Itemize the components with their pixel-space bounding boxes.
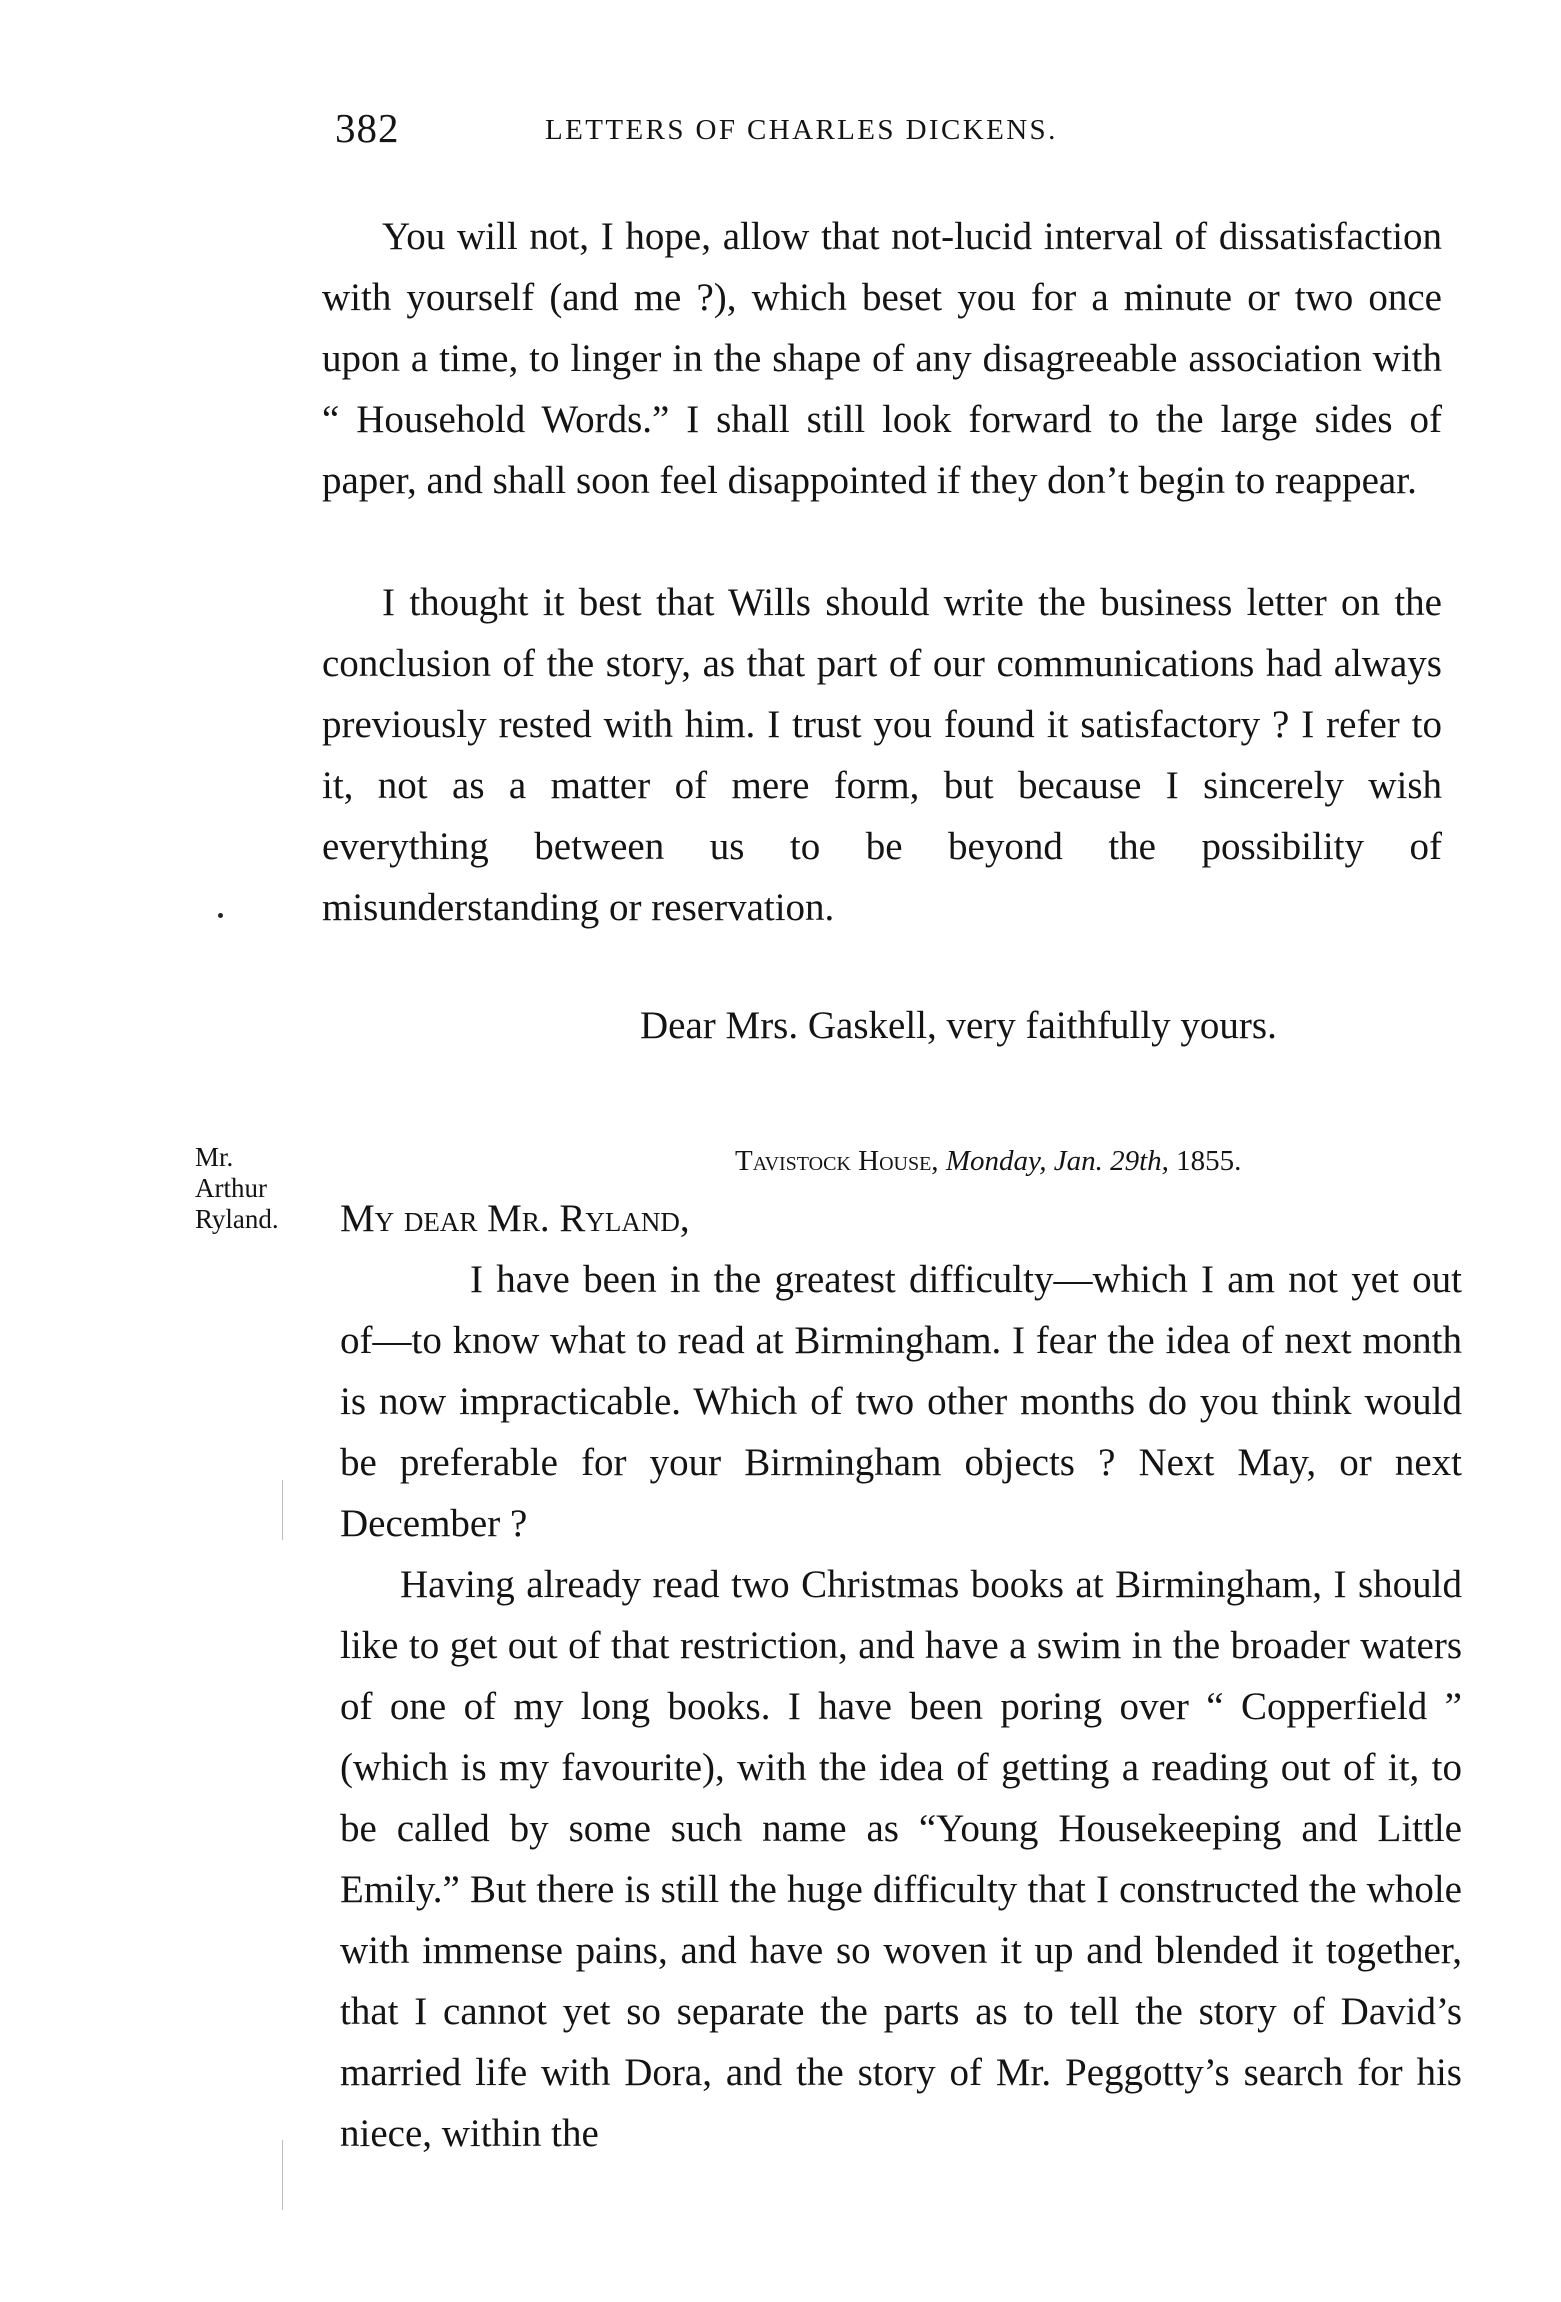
letter1-closing: Dear Mrs. Gaskell, very faithfully yours. [640, 1004, 1277, 1047]
dateline-day: Monday, Jan. 29th, [945, 1145, 1169, 1177]
scan-artifact-line [282, 1480, 283, 1540]
scan-artifact-line [282, 2140, 283, 2210]
running-title: LETTERS OF CHARLES DICKENS. [545, 114, 1058, 146]
page-number: 382 [335, 105, 400, 151]
letter1-paragraph-1: You will not, I hope, allow that not-lucid interval of dissatisfaction with yourself (and me ?), which beset you for a minute or two once upon a time, to linger in the shape of any disagreeable association with “ Household Words.” I shall still look forward to the large sides of paper, and shall soon feel disappointed if they don’t begin to reappear. [322, 215, 1442, 502]
letter2-salutation: My dear Mr. Ryland, [340, 1197, 690, 1240]
margin-note-recipient [195, 1142, 325, 1235]
letter2-paragraph-2: Having already read two Christmas books at Birmingham, I should like to get out of that restriction, and have a swim in the broader waters of one of my long books. I have been poring over “ Copperfield ” (which is my favourite), with the idea of getting a reading out of it, to be called by some such name as “Young Housekeeping and Little Emily.” But there is still the huge difficulty that I constructed the whole with immense pains, and have so woven it up and blended it together, that I cannot yet so separate the parts as to tell the story of David’s married life with Dora, and the story of Mr. Peggotty’s search for his niece, within the [340, 1563, 1462, 2155]
margin-note-line-3: Ryland. [195, 1204, 279, 1234]
dateline-place: Tavistock House, [735, 1145, 939, 1177]
dateline-year: 1855. [1176, 1145, 1242, 1177]
letter2-paragraph-1: I have been in the greatest difficulty—which I am not yet out of—to know what to read at Birmingham. I fear the idea of next month is now impracticable. Which of two other months do you think would be preferable for your Birmingham objects ? Next May, or next December ? [340, 1258, 1462, 1545]
margin-note-line-1: Mr. [195, 1142, 234, 1172]
letter1-paragraph-2: I thought it best that Wills should write the business letter on the conclusion of the story, as that part of our communications had always previously rested with him. I trust you found it satisfactory ? I refer to it, not as a matter of mere form, but because I sincerely wish everything between us to be beyond the possibility of misunderstanding or reservation. [322, 581, 1442, 929]
stray-mark [218, 913, 223, 918]
letter2-dateline [735, 1145, 1241, 1178]
page-header [335, 104, 1195, 164]
margin-note-line-2: Arthur [195, 1173, 267, 1203]
